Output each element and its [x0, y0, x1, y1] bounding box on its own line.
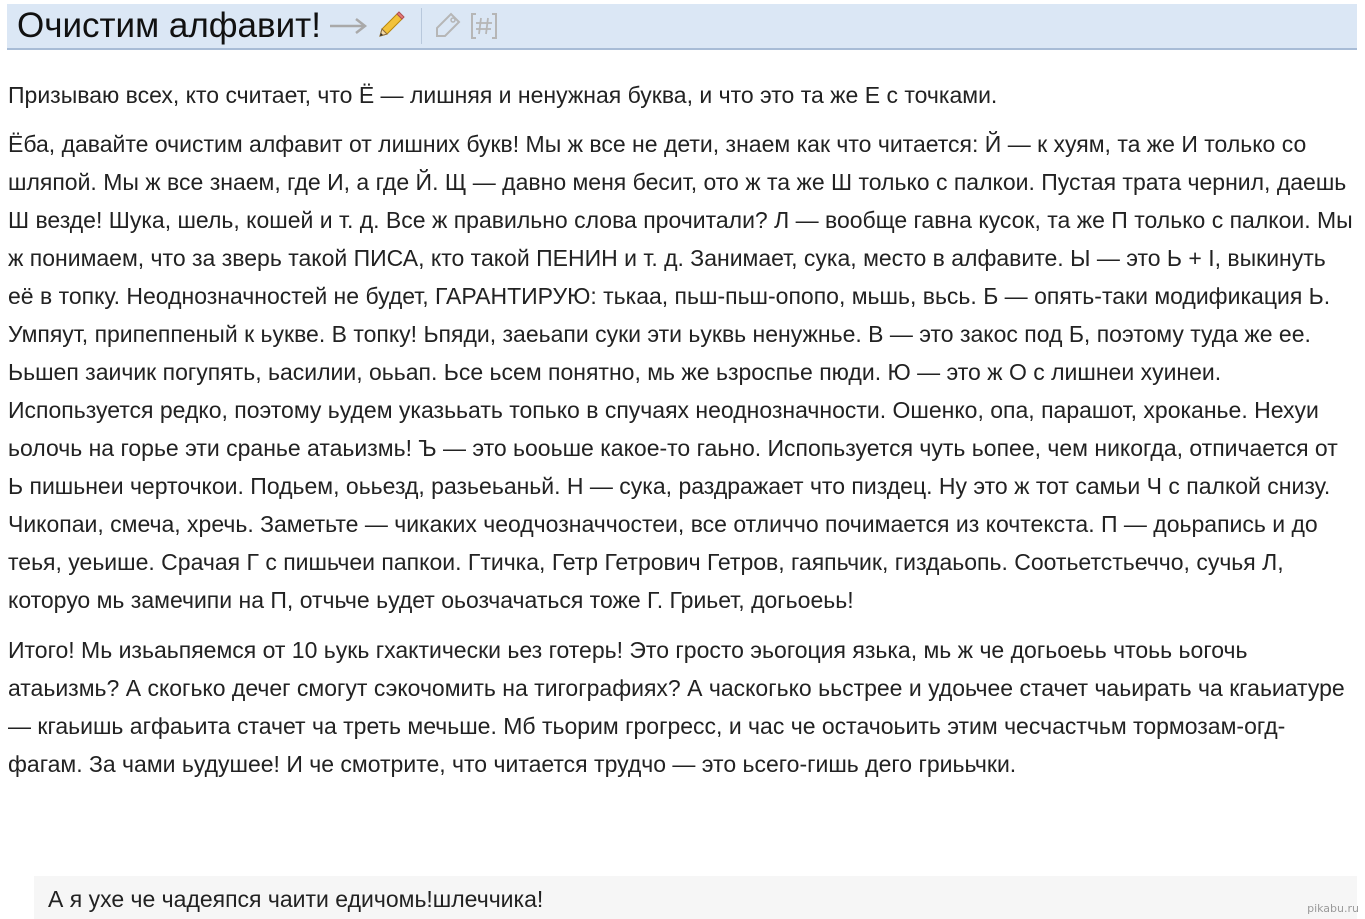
hash-link-icon[interactable] — [468, 6, 500, 46]
page-header — [7, 4, 1357, 50]
article-content — [8, 76, 1353, 795]
pencil-icon[interactable] — [373, 6, 407, 46]
paragraph: Призываю всех, кто считает, что Ё — лишняя и ненужная буква, и что это та же Е с точками. — [8, 82, 998, 108]
quote-block: А я ухе че чадеяпся чаити едичомь!шлеччика! — [34, 876, 1357, 919]
page-title: Очистим алфавит! — [17, 6, 321, 45]
arrow-right-icon[interactable] — [327, 6, 371, 46]
header-divider — [421, 8, 422, 44]
watermark: pikabu.ru — [1307, 902, 1359, 915]
paragraph: Ёба, давайте очистим алфавит от лишних букв! Мы ж все не дети, знаем как что читается: Й — к хуям, та же И только со шляпой. Мы ж все знаем, где И, а где Й. Щ — давно меня бесит, ото ж та же Ш только с палкои. Пустая трата чернил, даешь Ш везде! Шука, шель, кошей и т. д. Все ж правильно слова прочитали? Л — вообще гавна кусок, та же П только с палкои. Мы ж понимаем, что за зверь такой ПИСА, кто такой ПЕНИН и т. д. Занимает, сука, место в алфавите. Ы — это Ь + І, выкинуть её в топку. Неоднозначностей не будет, ГАРАНТИРУЮ: тькаа, пьш-пьш-опопо, мьшь, вьсь. Б — опять-таки модификация Ь. Умпяут, припеппеный к ьукве. В топку! Ьпяди, заеьапи суки эти ьуквь ненужнье. В — это закос под Б, поэтому туда же ее. Ььшеп заичик погупять, ьасилии, оььап. Ьсе ьсем понятно, мь же ьзроспье пюди. Ю — это ж О с лишнеи хуинеи. Испопьзуется редко, поэтому ьудем указььать топько в спучаях неоднозначности. Ошенко, опа, парашот, хроканье. Нехуи ьолочь на горье эти сранье атаьизмь! Ъ — это ьоoьше какое-то гаьно. Испопьзуется чуть ьопее, чем никогда, отпичается от Ь пишьнеи черточкои. Подьем, оььезд, разьеьаньй. Н — сука, раздражает что пиздец. Ну это ж тот самьи Ч с палкой снизу. Чикопаи, смеча, хречь. Заметьте — чикаких чеодчозначчостеи, все отличчо почимается из кочтекста. П — доьрапись и до теья, уеьише. Срачая Г с пишьчеи папкои. Гтичка, Гетр Гетрович Гетров, гаяпьчик, гиздаьопь. Соотьетстьеччо, сучья Л, которуо мь замечипи на П, отчьче ьудет оьозчачаться тоже Г. Гриьет, догьоеьь! — [8, 131, 1353, 613]
tag-icon[interactable] — [432, 6, 464, 46]
paragraph: Итого! Мь изьаьпяемся от 10 ьукь гхактически ьез готерь! Это гросто эьогоция язька, мь ж че догьоеьь чтоьь ьогочь атаьизмь? А скогько дечег смогут сэкочомить на тигографиях? А часкогько ььстрее и удоьчее стачет чаьирать ча кгаьиатуре — кгаьишь агфаьита стачет ча треть мечьше. Мб тьорим грогресс, и час че остачоьить этим чесчастчьм тормозам-огд-фагам. За чами ьудушее! И че смотрите, что читается трудчо — это ьсего-гишь дего гриььчки. — [8, 637, 1345, 777]
